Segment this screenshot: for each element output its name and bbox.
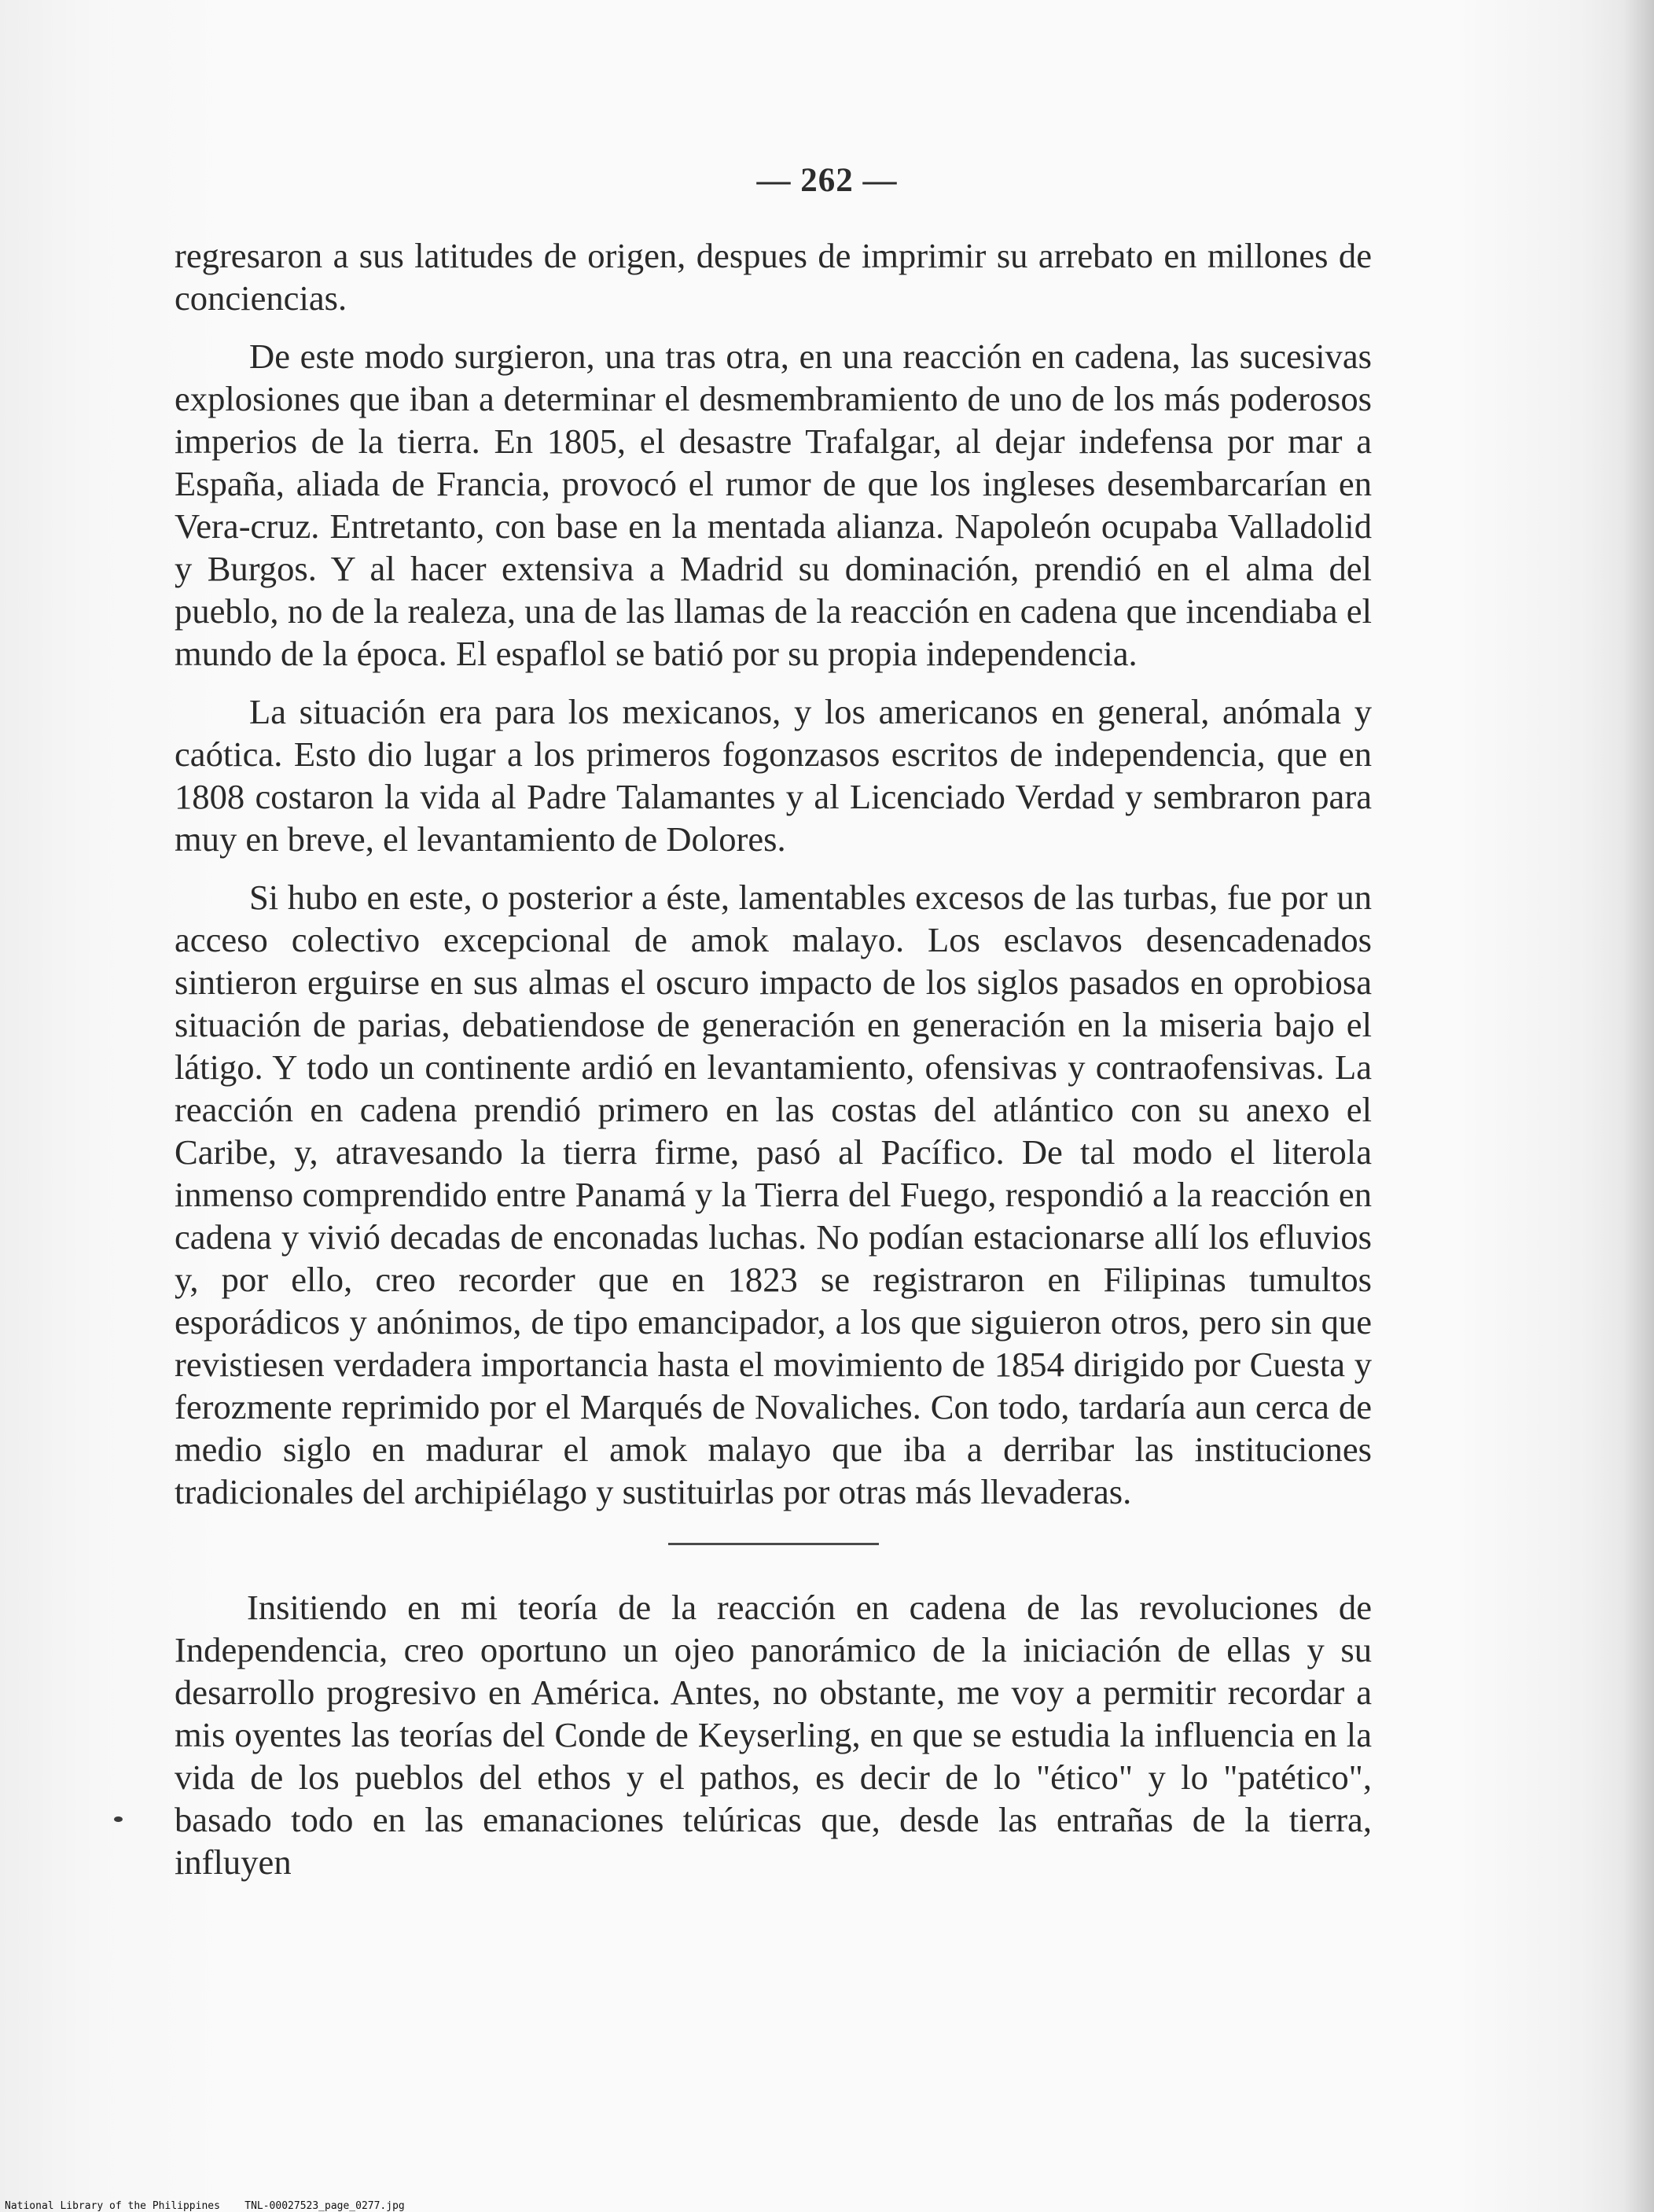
paragraph-2: De este modo surgieron, una tras otra, en una reacción en cadena, las sucesivas explosiones que iban a determinar el desmembramiento de uno de los más poderosos imperios de la tierra. En 1805, el desastre Trafalgar, al dejar indefensa por mar a España, aliada de Francia, provocó el rumor de que los ingleses desembarcarían en Vera-cruz. Entretanto, con base en la mentada alianza. Napoleón ocupaba Valladolid y Burgos. Y al hacer extensiva a Madrid su dominación, prendió en el alma del pueblo, no de la realeza, una de las llamas de la reacción en cadena que incendiaba el mundo de la época. El espaflol se batió por su propia independencia. — [175, 337, 1372, 673]
footer-source: National Library of the Philippines — [5, 2200, 220, 2212]
paragraph-5: Insitiendo en mi teoría de la reacción en cadena de las revoluciones de Independencia, creo oportuno un ojeo panorámico de la iniciación de ellas y su desarrollo progresivo en América. Antes, no obstante, me voy a permitir recordar a mis oyentes las teorías del Conde de Keyserling, en que se estudia la influencia en la vida de los pueblos del ethos y el pathos, es decir de lo "ético" y lo "patético", basado todo en las emanaciones telúricas que, desde las entrañas de la tierra, influyen — [175, 1588, 1372, 1882]
body-text — [175, 234, 1372, 1899]
footer-file: TNL-00027523_page_0277.jpg — [244, 2200, 405, 2212]
paragraph-3: La situación era para los mexicanos, y los americanos en general, anómala y caótica. Esto dio lugar a los primeros fogonzasos escritos de independencia, que en 1808 costaron la vida al Padre Talamantes y al Licenciado Verdad y sembraron para muy en breve, el levantamiento de Dolores. — [175, 692, 1372, 859]
scan-footer — [5, 2200, 405, 2212]
scan-speck — [114, 1816, 123, 1822]
section-divider — [668, 1543, 879, 1545]
paragraph-1: regresaron a sus latitudes de origen, despues de imprimir su arrebato en millones de conciencias. — [175, 236, 1372, 318]
page-number-header: — 262 — — [756, 162, 898, 199]
paragraph-4: Si hubo en este, o posterior a éste, lamentables excesos de las turbas, fue por un acceso colectivo excepcional de amok malayo. Los esclavos desencadenados sintieron erguirse en sus almas el oscuro impacto de los siglos pasados en oprobiosa situación de parias, debatiendose de generación en generación en la miseria bajo el látigo. Y todo un continente ardió en levantamiento, ofensivas y contraofensivas. La reacción en cadena prendió primero en las costas del atlántico con su anexo el Caribe, y, atravesando la tierra firme, pasó al Pacífico. De tal modo el literola inmenso comprendido entre Panamá y la Tierra del Fuego, respondió a la reacción en cadena y vivió decadas de enconadas luchas. No podían estacionarse allí los efluvios y, por ello, creo recorder que en 1823 se registraron en Filipinas tumultos esporádicos y anónimos, de tipo emancipador, a los que siguieron otros, pero sin que revistiesen verdadera importancia hasta el movimiento de 1854 dirigido por Cuesta y ferozmente reprimido por el Marqués de Novaliches. Con todo, tardaría aun cerca de medio siglo en madurar el amok malayo que iba a derribar las instituciones tradicionales del archipiélago y sustituirlas por otras más llevaderas. — [175, 878, 1372, 1511]
